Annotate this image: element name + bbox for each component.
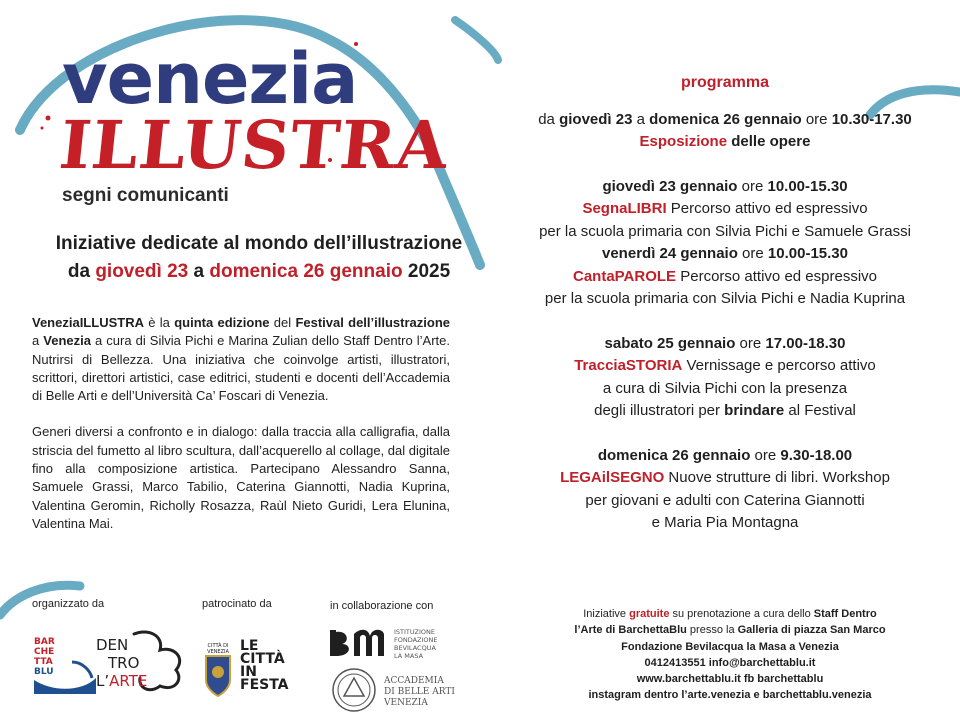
headline-pre: da bbox=[67, 261, 96, 282]
programme-line bbox=[500, 378, 950, 401]
fondazione-logo-text-1: ISTITUZIONE bbox=[394, 628, 435, 636]
programme-run: Percorso attivo ed espressivo bbox=[676, 267, 877, 285]
booking-info-run: instagram dentro l’arte.venezia e barchettablu.venezia bbox=[588, 689, 872, 702]
booking-info-line bbox=[560, 606, 900, 622]
fondazione-bevilacqua-logo bbox=[328, 624, 458, 664]
venezia-crest-icon bbox=[200, 640, 236, 698]
crest-text-1: CITTÀ DI bbox=[207, 643, 229, 649]
citta-logo-text-4: FESTA bbox=[240, 677, 289, 693]
barchetta-logo-text-3: TTA bbox=[34, 657, 53, 667]
programme-run: CantaPAROLE bbox=[572, 267, 677, 285]
programme-title: programma bbox=[680, 74, 770, 91]
description-run: del bbox=[269, 315, 296, 330]
citta-logo-text-3: IN bbox=[240, 664, 257, 680]
headline-line2 bbox=[24, 258, 494, 286]
citta-logo-text-1: LE bbox=[240, 638, 259, 654]
programme-run: ore bbox=[801, 110, 832, 128]
headline-line1: Iniziative dedicate al mondo dell’illustrazione bbox=[55, 233, 463, 254]
programme-run: domenica 26 gennaio bbox=[649, 110, 802, 128]
description-run: Venezia bbox=[43, 333, 91, 349]
tagline: segni comunicanti bbox=[62, 185, 229, 206]
programme-run: venerdì 24 gennaio bbox=[602, 245, 738, 262]
booking-info-run: su prenotazione a cura dello bbox=[669, 608, 814, 620]
programme-line bbox=[500, 355, 950, 378]
programme-run: al Festival bbox=[784, 402, 856, 419]
booking-info-run: Staff Dentro bbox=[813, 608, 877, 620]
programme-run: giovedì 23 bbox=[559, 110, 633, 128]
dentro-logo-text-1: DEN bbox=[96, 636, 129, 654]
booking-info-line bbox=[560, 639, 900, 655]
programme-run: giovedì 23 gennaio bbox=[602, 177, 738, 195]
description-run: a bbox=[32, 333, 44, 349]
programme-run: sabato 25 gennaio bbox=[604, 334, 736, 352]
barchetta-logo-text-4: BLU bbox=[34, 667, 54, 677]
description-run: VeneziaILLUSTRA bbox=[32, 315, 144, 330]
programme-run: SegnaLIBRI bbox=[582, 200, 667, 217]
programme-line bbox=[500, 109, 950, 132]
citta-in-festa-logo bbox=[240, 640, 289, 692]
programme-run: degli illustratori per bbox=[594, 402, 725, 419]
programme-run: ore bbox=[750, 446, 781, 464]
booking-info-run: www.barchettablu.it fb barchettablu bbox=[636, 673, 824, 686]
programme-line bbox=[500, 243, 950, 266]
programme-line bbox=[500, 467, 950, 490]
programme-line bbox=[500, 288, 950, 311]
programme-run: 10.00-15.30 bbox=[767, 245, 848, 262]
dentro-logo-text-2: TRO bbox=[108, 654, 140, 672]
headline-date-start: giovedì 23 bbox=[95, 261, 189, 282]
booking-info-run: gratuite bbox=[629, 608, 670, 620]
programme-run: LEGAilSEGNO bbox=[560, 469, 665, 486]
programme-run: 17.00-18.30 bbox=[765, 334, 846, 352]
programme-block bbox=[500, 333, 950, 423]
programme-run: Esposizione bbox=[639, 133, 728, 150]
booking-info-run: Iniziative bbox=[583, 608, 630, 620]
programme-line bbox=[500, 176, 950, 199]
booking-info-line bbox=[560, 687, 900, 703]
accademia-logo-text-2: DI BELLE ARTI bbox=[384, 687, 455, 697]
programme-run: 10.30-17.30 bbox=[831, 110, 912, 128]
programme-run: per la scuola primaria con Silvia Pichi e Nadia Kuprina bbox=[544, 290, 906, 307]
booking-info-run: l’Arte di BarchettaBlu bbox=[574, 624, 687, 637]
fondazione-logo-text-4: LA MASA bbox=[394, 652, 424, 660]
description-run: Festival dell’illustrazione bbox=[295, 315, 450, 330]
patronage-label: patrocinato da bbox=[202, 598, 272, 610]
programme-run: 10.00-15.30 bbox=[767, 177, 848, 195]
programme-run: Vernissage e percorso attivo bbox=[682, 357, 876, 374]
accademia-logo-text-1: ACCADEMIA bbox=[384, 676, 444, 686]
citta-logo-text-2: CITTÀ bbox=[240, 651, 285, 667]
programme-line bbox=[500, 490, 950, 513]
programme-run: delle opere bbox=[727, 133, 811, 150]
description bbox=[32, 314, 450, 551]
headline-mid: a bbox=[188, 261, 210, 282]
booking-info bbox=[560, 606, 900, 704]
programme-run: Percorso attivo ed espressivo bbox=[666, 200, 868, 217]
fondazione-logo-text-2: FONDAZIONE bbox=[394, 636, 438, 644]
booking-info-run: Galleria di piazza San Marco bbox=[737, 624, 886, 637]
programme-run: per la scuola primaria con Silvia Pichi e Samuele Grassi bbox=[539, 222, 911, 240]
logo-venezia: venezia bbox=[62, 38, 358, 120]
programme-block bbox=[500, 109, 950, 154]
programme bbox=[500, 72, 950, 557]
headline bbox=[24, 230, 494, 286]
description-run: è la bbox=[143, 315, 175, 330]
barchetta-logo-text-1: BAR bbox=[34, 637, 55, 647]
programme-run: a cura di Silvia Pichi con la presenza bbox=[602, 379, 848, 397]
programme-run: Nuove strutture di libri. Workshop bbox=[664, 469, 890, 486]
programme-run: ore bbox=[737, 245, 768, 262]
programme-block bbox=[500, 176, 950, 311]
headline-year: 2025 bbox=[402, 261, 451, 282]
programme-run: ore bbox=[737, 177, 768, 195]
booking-info-line bbox=[560, 655, 900, 671]
programme-line bbox=[500, 333, 950, 356]
dentro-logo-text-3: L’ARTE bbox=[96, 672, 148, 690]
booking-info-run: presso la bbox=[686, 624, 738, 637]
collaboration-label: in collaborazione con bbox=[330, 600, 434, 612]
programme-line bbox=[500, 266, 950, 289]
programme-run: a bbox=[632, 110, 650, 128]
booking-info-run: 0412413551 info@barchettablu.it bbox=[644, 656, 816, 669]
fondazione-logo-text-3: BEVILACQUA bbox=[394, 644, 436, 652]
barchetta-logo-text-2: CHE bbox=[34, 647, 55, 657]
programme-block bbox=[500, 445, 950, 535]
programme-run: e Maria Pia Montagna bbox=[651, 514, 799, 531]
crest-text-2: VENEZIA bbox=[207, 649, 229, 655]
programme-line bbox=[500, 221, 950, 244]
programme-run: brindare bbox=[724, 402, 785, 419]
booking-info-run: Fondazione Bevilacqua la Masa a Venezia bbox=[621, 640, 839, 653]
description-paragraph-1 bbox=[32, 314, 450, 405]
programme-run: domenica 26 gennaio bbox=[597, 446, 751, 464]
programme-line bbox=[500, 198, 950, 221]
programme-run: TracciaSTORIA bbox=[574, 357, 683, 374]
description-paragraph-2: Generi diversi a confronto e in dialogo: dalla traccia alla calligrafia, dalla striscia del fumetto al libro scultura, dall’acquerello al collage, dal digitale fino alla composizione artistica. Partecipano Alessandro Sanna, Samuele Grassi, Marco Tabilio, Caterina Giannotti, Nadia Kuprina, Valentina Geromin, Richolly Rosazza, Raùl Nieto Guridi, Lera Elunina, Valentina Mai. bbox=[32, 424, 450, 531]
programme-run: da bbox=[538, 110, 560, 128]
programme-run: ore bbox=[735, 334, 766, 352]
programme-line bbox=[500, 131, 950, 154]
programme-blocks bbox=[500, 109, 950, 535]
logo-illustra: ILLUSTRA bbox=[55, 106, 453, 184]
booking-info-line bbox=[560, 671, 900, 687]
programme-line bbox=[500, 400, 950, 423]
barchettablu-logo bbox=[32, 632, 98, 698]
accademia-belle-arti-logo bbox=[330, 666, 460, 714]
programme-run: per giovani e adulti con Caterina Giannotti bbox=[585, 491, 865, 509]
programme-line bbox=[500, 512, 950, 535]
programme-line bbox=[500, 445, 950, 468]
organised-by-label: organizzato da bbox=[32, 598, 105, 610]
description-run: a cura di Silvia Pichi e Marina Zulian dello Staff Dentro l’Arte. Nutrirsi di Bellezza. Una iniziativa che coinvolge artisti, illustratori, scrittori, direttori artistici, case editrici, studenti e docenti dell’Accademia di Belle Arti e dell’Università Ca’ Foscari di Venezia. bbox=[32, 333, 451, 404]
accademia-logo-text-3: VENEZIA bbox=[384, 698, 428, 708]
programme-run: 9.30-18.00 bbox=[780, 446, 853, 464]
description-run: quinta edizione bbox=[174, 315, 270, 330]
dentro-larte-logo bbox=[94, 628, 188, 694]
booking-info-line bbox=[560, 622, 900, 638]
headline-date-end: domenica 26 gennaio bbox=[209, 261, 403, 282]
